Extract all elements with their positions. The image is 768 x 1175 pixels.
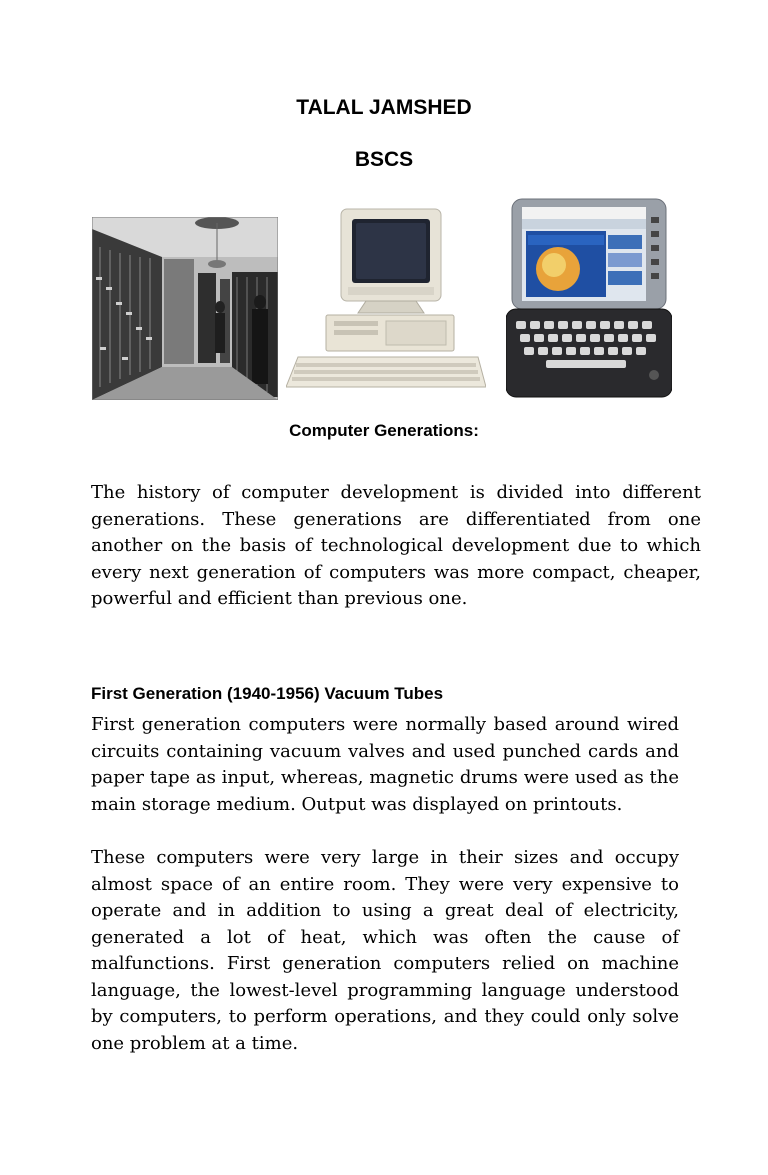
first-generation-paragraph-1: First generation computers were normally based around wired circuits containing vacuum valves and used punched cards and paper tape as input, whereas, magnetic drums were used as the main storage medium. Output was displayed on printouts. (91, 714, 679, 815)
author-name: TALAL JAMSHED (296, 96, 472, 119)
eniac-room-photo (92, 217, 278, 400)
intro-paragraph: The history of computer development is divided into different generations. These generations are differentiated from one another on the basis of technological development due to which every next generation of computers was more compact, cheaper, powerful and efficient than previous one. (91, 482, 701, 609)
photo-strip (92, 197, 672, 402)
handheld-pc-photo (506, 197, 672, 402)
degree-label: BSCS (354, 148, 414, 171)
desktop-pc-photo (286, 207, 486, 392)
first-generation-paragraph-2: These computers were very large in their sizes and occupy almost space of an entire room. They were very expensive to operate and in addition to using a great deal of electricity, generated a lot of heat, which was often the cause of malfunctions. First generation computers relied on machine language, the lowest-level programming language understood by computers, to perform operations, and they could only solve one problem at a time. (91, 847, 679, 1054)
section-caption: Computer Generations: (289, 421, 479, 440)
first-generation-heading: First Generation (1940-1956) Vacuum Tubes (91, 684, 444, 703)
